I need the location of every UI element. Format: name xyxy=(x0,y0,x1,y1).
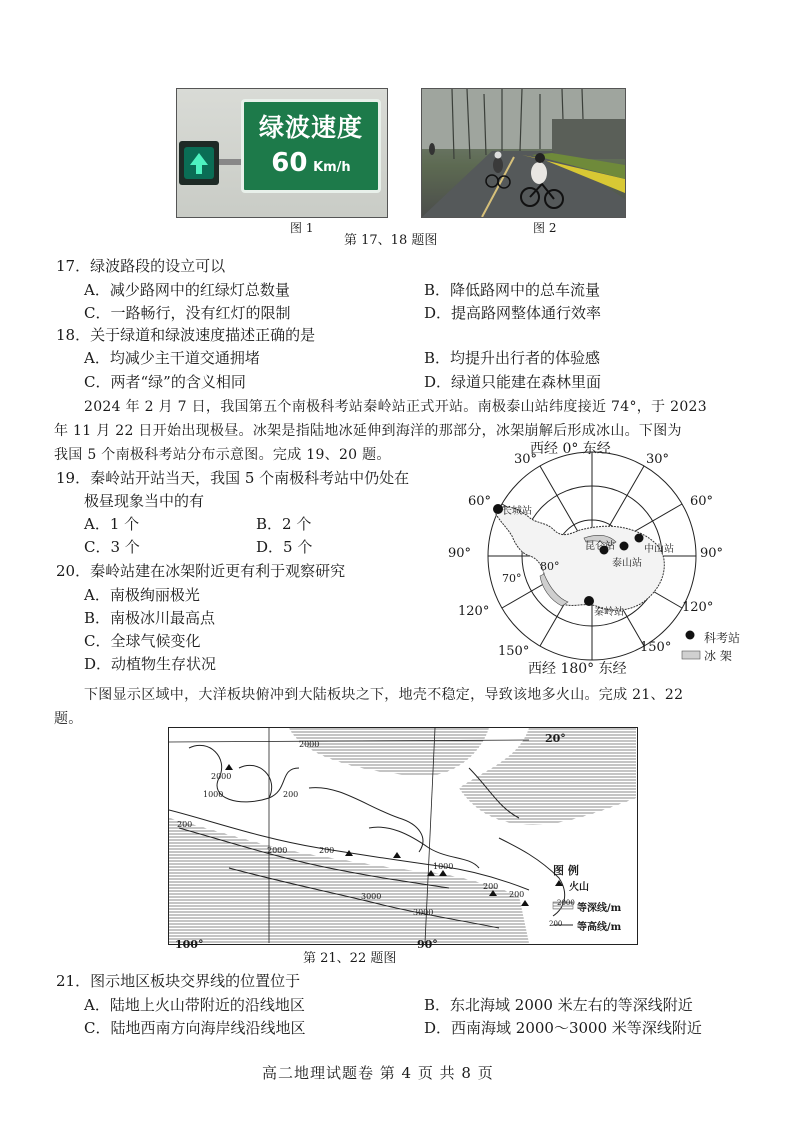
q17-option-d[interactable]: D．提高路网整体通行效率 xyxy=(424,304,602,322)
green-wave-sign xyxy=(241,99,381,193)
contour-label-12: 3000 xyxy=(413,908,434,917)
q17-option-b[interactable]: B．降低路网中的总车流量 xyxy=(424,281,601,299)
q18-option-b[interactable]: B．均提升出行者的体验感 xyxy=(424,349,601,367)
sign-speed: 60 xyxy=(271,148,308,178)
lon-label-90e: 90° xyxy=(700,546,724,561)
lon-label-120e: 120° xyxy=(682,600,714,615)
lon-label-60e: 60° xyxy=(690,494,714,509)
station-label-zhongshan: 中山站 xyxy=(644,544,674,555)
contour-label-10: 200 xyxy=(483,882,499,891)
q19-option-b[interactable]: B．2 个 xyxy=(256,515,312,533)
q17-option-c[interactable]: C．一路畅行，没有红灯的限制 xyxy=(84,304,291,322)
legend-ice-label: 冰 架 xyxy=(704,649,732,663)
question-18-stem: 18．关于绿道和绿波速度描述正确的是 xyxy=(56,326,316,344)
lon-label-120w: 120° xyxy=(458,604,490,619)
q21-option-c[interactable]: C．陆地西南方向海岸线沿线地区 xyxy=(84,1019,306,1037)
q18-option-c[interactable]: C．两者“绿”的含义相同 xyxy=(84,373,246,391)
legend-contour-value: 200 xyxy=(549,920,563,928)
lon-label-150e: 150° xyxy=(640,640,672,655)
figure-group-caption: 第 17、18 题图 xyxy=(344,233,438,248)
lon-label-30w: 30° xyxy=(514,452,538,467)
polar-top-label: 西经 0° 东经 xyxy=(530,441,611,457)
page-footer: 高二地理试题卷 第 4 页 共 8 页 xyxy=(262,1064,494,1082)
q19-option-a[interactable]: A．1 个 xyxy=(84,515,140,533)
q20-option-c[interactable]: C．全球气候变化 xyxy=(84,632,201,650)
question-20-stem: 20．秦岭站建在冰架附近更有利于观察研究 xyxy=(56,562,346,580)
legend-title: 图 例 xyxy=(553,864,579,877)
question-19-stem-line-1: 19．秦岭站开站当天，我国 5 个南极科考站中仍处在 xyxy=(56,469,410,487)
map-lon-label-90: 90° xyxy=(417,938,438,951)
up-arrow-icon xyxy=(179,141,219,185)
sign-title: 绿波速度 xyxy=(258,113,363,142)
q18-option-d[interactable]: D．绿道只能建在森林里面 xyxy=(424,373,602,391)
legend-station-label: 科考站 xyxy=(704,631,741,645)
contour-label-7: 200 xyxy=(319,846,335,855)
lon-label-60w: 60° xyxy=(468,494,492,509)
polar-bottom-label: 西经 180° 东经 xyxy=(528,661,627,677)
contour-label-9: 3000 xyxy=(361,892,382,901)
contour-label-2: 2000 xyxy=(211,772,232,781)
legend-volcano-label: 火山 xyxy=(569,882,589,893)
map-lon-label-100: 100° xyxy=(175,938,204,951)
question-19-stem-line-2: 极昼现象当中的有 xyxy=(84,492,205,510)
contour-label-4: 200 xyxy=(283,790,299,799)
lon-label-30e: 30° xyxy=(646,452,670,467)
figure-1-photo xyxy=(176,88,388,218)
antarctic-station-map xyxy=(446,438,756,678)
contour-label-5: 200 xyxy=(177,820,193,829)
legend-isobath-value: 2000 xyxy=(557,899,575,907)
figure-1-caption: 图 1 xyxy=(290,221,314,235)
legend-isobath-label: 等深线/m xyxy=(577,903,622,914)
volcano-contour-map xyxy=(168,727,638,945)
contour-label-11: 200 xyxy=(509,890,525,899)
q20-option-a[interactable]: A．南极绚丽极光 xyxy=(84,586,200,604)
station-label-taishan: 泰山站 xyxy=(612,558,642,569)
lat-label-70: 70° xyxy=(502,572,522,585)
q21-option-d[interactable]: D．西南海域 2000～3000 米等深线附近 xyxy=(424,1019,702,1037)
map-lat-label-20: 20° xyxy=(545,732,566,745)
station-label-kunlun: 昆仑站 xyxy=(585,541,615,552)
signal-light xyxy=(179,141,219,185)
q19-option-c[interactable]: C．3 个 xyxy=(84,538,140,556)
contour-label-6: 2000 xyxy=(267,846,288,855)
contour-map-caption: 第 21、22 题图 xyxy=(303,951,397,966)
q20-option-b[interactable]: B．南极冰川最高点 xyxy=(84,609,216,627)
contour-label-1: 2000 xyxy=(299,740,320,749)
passage-volcano-line-2: 题。 xyxy=(54,711,83,727)
q18-option-a[interactable]: A．均减少主干道交通拥堵 xyxy=(84,349,260,367)
sign-post xyxy=(219,159,243,165)
cyclists-scene xyxy=(422,89,625,217)
lon-label-150w: 150° xyxy=(498,644,530,659)
station-label-qinling: 秦岭站 xyxy=(594,607,624,618)
sign-unit: Km/h xyxy=(313,160,351,175)
contour-label-3: 1000 xyxy=(203,790,224,799)
lat-label-80: 80° xyxy=(540,560,560,573)
legend-contour-label: 等高线/m xyxy=(577,922,622,933)
contour-label-8: 1000 xyxy=(433,862,454,871)
passage-antarctic-line-2: 年 11 月 22 日开始出现极昼。冰架是指陆地冰延伸到海洋的那部分，冰架崩解后形成冰山。下图为 xyxy=(54,423,682,439)
lon-label-90w: 90° xyxy=(448,546,472,561)
q20-option-d[interactable]: D．动植物生存状况 xyxy=(84,655,217,673)
station-label-changcheng: 长城站 xyxy=(502,506,532,517)
question-17-stem: 17．绿波路段的设立可以 xyxy=(56,257,226,275)
figure-2-caption: 图 2 xyxy=(533,221,557,235)
contour-drawing xyxy=(169,728,636,943)
q17-option-a[interactable]: A．减少路网中的红绿灯总数量 xyxy=(84,281,290,299)
passage-antarctic-line-1: 2024 年 2 月 7 日，我国第五个南极科考站秦岭站正式开站。南极泰山站纬度接近 74°，于 2023 xyxy=(84,399,707,415)
q21-option-a[interactable]: A．陆地上火山带附近的沿线地区 xyxy=(84,996,305,1014)
q21-option-b[interactable]: B．东北海域 2000 米左右的等深线附近 xyxy=(424,996,693,1014)
passage-volcano-line-1: 下图显示区域中，大洋板块俯冲到大陆板块之下，地壳不稳定，导致该地多火山。完成 21、22 xyxy=(84,687,684,703)
question-21-stem: 21．图示地区板块交界线的位置位于 xyxy=(56,972,301,990)
passage-antarctic-line-3: 我国 5 个南极科考站分布示意图。完成 19、20 题。 xyxy=(54,447,391,463)
figure-2-photo xyxy=(421,88,626,218)
q19-option-d[interactable]: D．5 个 xyxy=(256,538,313,556)
